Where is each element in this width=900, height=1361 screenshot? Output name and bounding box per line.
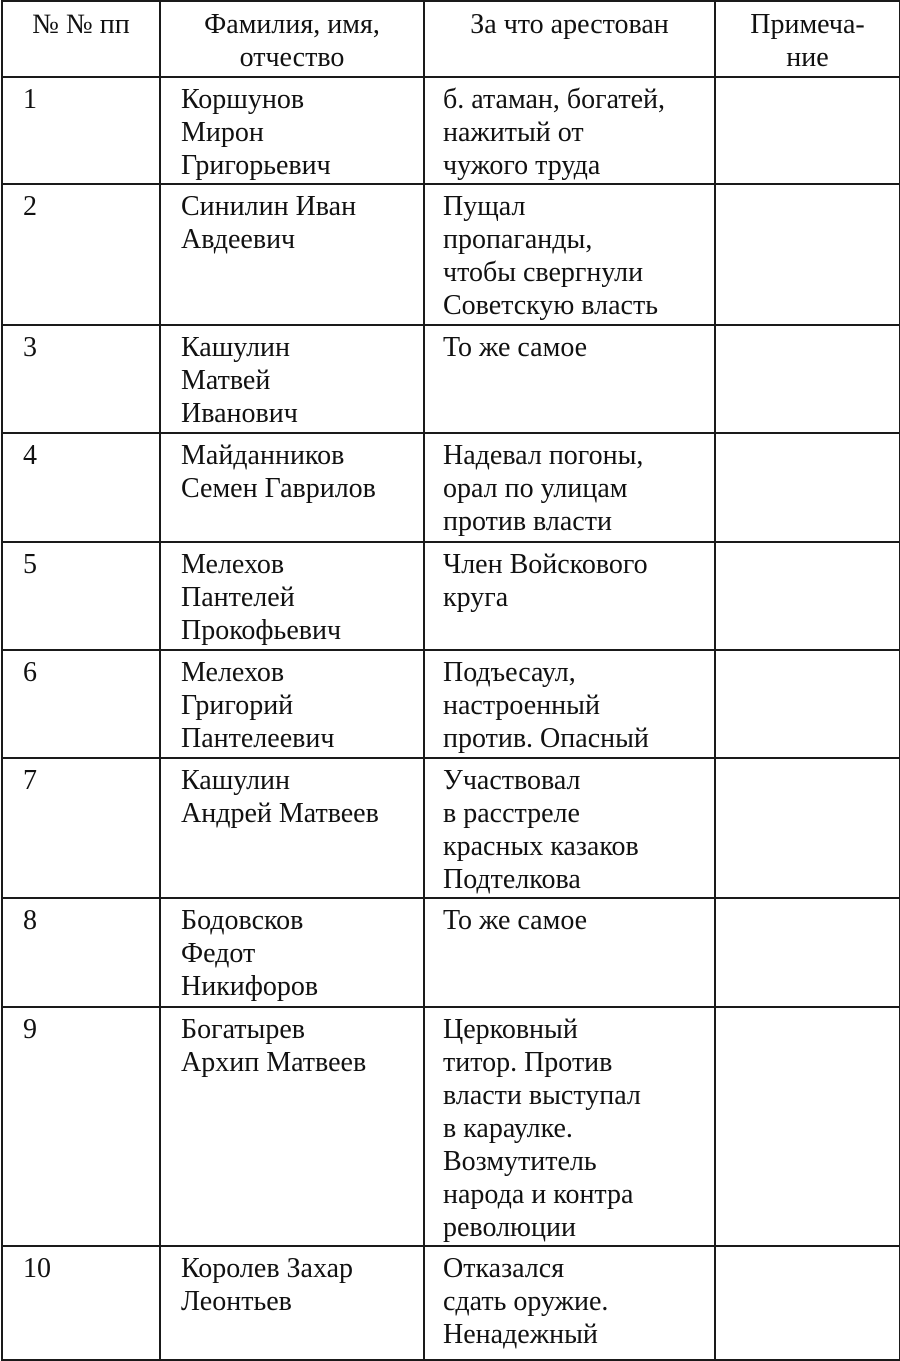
table-row — [2, 433, 900, 542]
header-full-name: Фамилия, имя, отчество — [160, 1, 424, 77]
table-row — [2, 758, 900, 898]
table-row — [2, 325, 900, 433]
header-note: Примеча- ние — [715, 1, 900, 77]
table-header-row — [2, 1, 900, 77]
person-name-cell — [160, 758, 424, 898]
arrest-reason-cell-text: Надевал погоны, орал по улицам против власти — [443, 440, 644, 537]
arrest-reason-cell-text: То же самое — [443, 332, 588, 363]
arrest-reason-cell-text: Пущал пропаганды, чтобы свергнули Советскую власть — [443, 191, 658, 321]
person-name-cell — [160, 325, 424, 433]
row-number-cell — [2, 758, 160, 898]
row-number-cell — [2, 1007, 160, 1246]
note-cell-text — [716, 899, 899, 904]
table-row — [2, 1246, 900, 1360]
arrest-reason-cell — [424, 542, 715, 650]
person-name-cell-text: Мелехов Пантелей Прокофьевич — [181, 549, 342, 646]
note-cell-text — [716, 651, 899, 656]
row-number-cell-text: 9 — [23, 1014, 37, 1045]
table-row — [2, 1007, 900, 1246]
person-name-cell-text: Кашулин Матвей Иванович — [181, 332, 298, 429]
table-row — [2, 184, 900, 325]
row-number-cell-text: 2 — [23, 191, 37, 222]
person-name-cell — [160, 184, 424, 325]
person-name-cell-text: Майданников Семен Гаврилов — [181, 440, 376, 504]
row-number-cell — [2, 542, 160, 650]
row-number-cell-text: 10 — [23, 1253, 51, 1284]
note-cell — [715, 650, 900, 758]
arrest-reason-cell — [424, 650, 715, 758]
row-number-cell-text: 4 — [23, 440, 37, 471]
arrest-reason-cell-text: То же самое — [443, 905, 588, 936]
arrest-reason-cell-text: Участвовал в расстреле красных казаков Подтелкова — [443, 765, 639, 895]
arrest-reason-cell-text: б. атаман, богатей, нажитый от чужого труда — [443, 84, 665, 181]
note-cell — [715, 433, 900, 542]
row-number-cell — [2, 898, 160, 1007]
note-cell-text — [716, 759, 899, 764]
note-cell-text — [716, 1008, 899, 1013]
note-cell-text — [716, 1247, 899, 1252]
person-name-cell — [160, 650, 424, 758]
arrest-reason-cell — [424, 1007, 715, 1246]
person-name-cell — [160, 1246, 424, 1360]
row-number-cell-text: 1 — [23, 84, 37, 115]
arrest-reason-cell — [424, 758, 715, 898]
person-name-cell — [160, 433, 424, 542]
table-row — [2, 650, 900, 758]
row-number-cell-text: 8 — [23, 905, 37, 936]
row-number-cell — [2, 184, 160, 325]
row-number-cell-text: 3 — [23, 332, 37, 363]
arrest-reason-cell — [424, 325, 715, 433]
person-name-cell-text: Королев Захар Леонтьев — [181, 1253, 354, 1317]
note-cell-text — [716, 326, 899, 331]
note-cell — [715, 898, 900, 1007]
table-row — [2, 898, 900, 1007]
person-name-cell-text: Кашулин Андрей Матвеев — [181, 765, 379, 829]
table-body — [2, 77, 900, 1360]
note-cell — [715, 77, 900, 184]
person-name-cell — [160, 1007, 424, 1246]
note-cell-text — [716, 185, 899, 190]
arrest-reason-cell-text: Церковный титор. Против власти выступал в караулке. Возмутитель народа и контра революции — [443, 1014, 641, 1243]
person-name-cell-text: Синилин Иван Авдеевич — [181, 191, 357, 255]
note-cell — [715, 542, 900, 650]
arrest-reason-cell — [424, 1246, 715, 1360]
row-number-cell-text: 5 — [23, 549, 37, 580]
note-cell — [715, 758, 900, 898]
arrest-reason-cell — [424, 433, 715, 542]
arrest-reason-cell-text: Член Войскового круга — [443, 549, 648, 613]
header-arrest-reason: За что арестован — [424, 1, 715, 77]
arrest-reason-cell — [424, 898, 715, 1007]
note-cell-text — [716, 78, 899, 83]
arrest-reason-cell — [424, 184, 715, 325]
row-number-cell — [2, 650, 160, 758]
person-name-cell-text: Коршунов Мирон Григорьевич — [181, 84, 331, 181]
row-number-cell-text: 6 — [23, 657, 37, 688]
header-number: № № пп — [2, 1, 160, 77]
row-number-cell-text: 7 — [23, 765, 37, 796]
person-name-cell — [160, 898, 424, 1007]
note-cell-text — [716, 543, 899, 548]
arrest-reason-cell-text: Отказался сдать оружие. Ненадежный — [443, 1253, 609, 1350]
arrest-reason-cell — [424, 77, 715, 184]
person-name-cell — [160, 542, 424, 650]
row-number-cell — [2, 1246, 160, 1360]
row-number-cell — [2, 325, 160, 433]
note-cell — [715, 184, 900, 325]
row-number-cell — [2, 77, 160, 184]
table-row — [2, 77, 900, 184]
note-cell — [715, 1246, 900, 1360]
table-row — [2, 542, 900, 650]
note-cell-text — [716, 434, 899, 439]
row-number-cell — [2, 433, 160, 542]
note-cell — [715, 325, 900, 433]
arrest-reason-cell-text: Подъесаул, настроенный против. Опасный — [443, 657, 649, 754]
person-name-cell — [160, 77, 424, 184]
person-name-cell-text: Мелехов Григорий Пантелеевич — [181, 657, 335, 754]
person-name-cell-text: Бодовсков Федот Никифоров — [181, 905, 319, 1002]
arrest-list-table — [1, 0, 900, 1361]
person-name-cell-text: Богатырев Архип Матвеев — [181, 1014, 367, 1078]
note-cell — [715, 1007, 900, 1246]
